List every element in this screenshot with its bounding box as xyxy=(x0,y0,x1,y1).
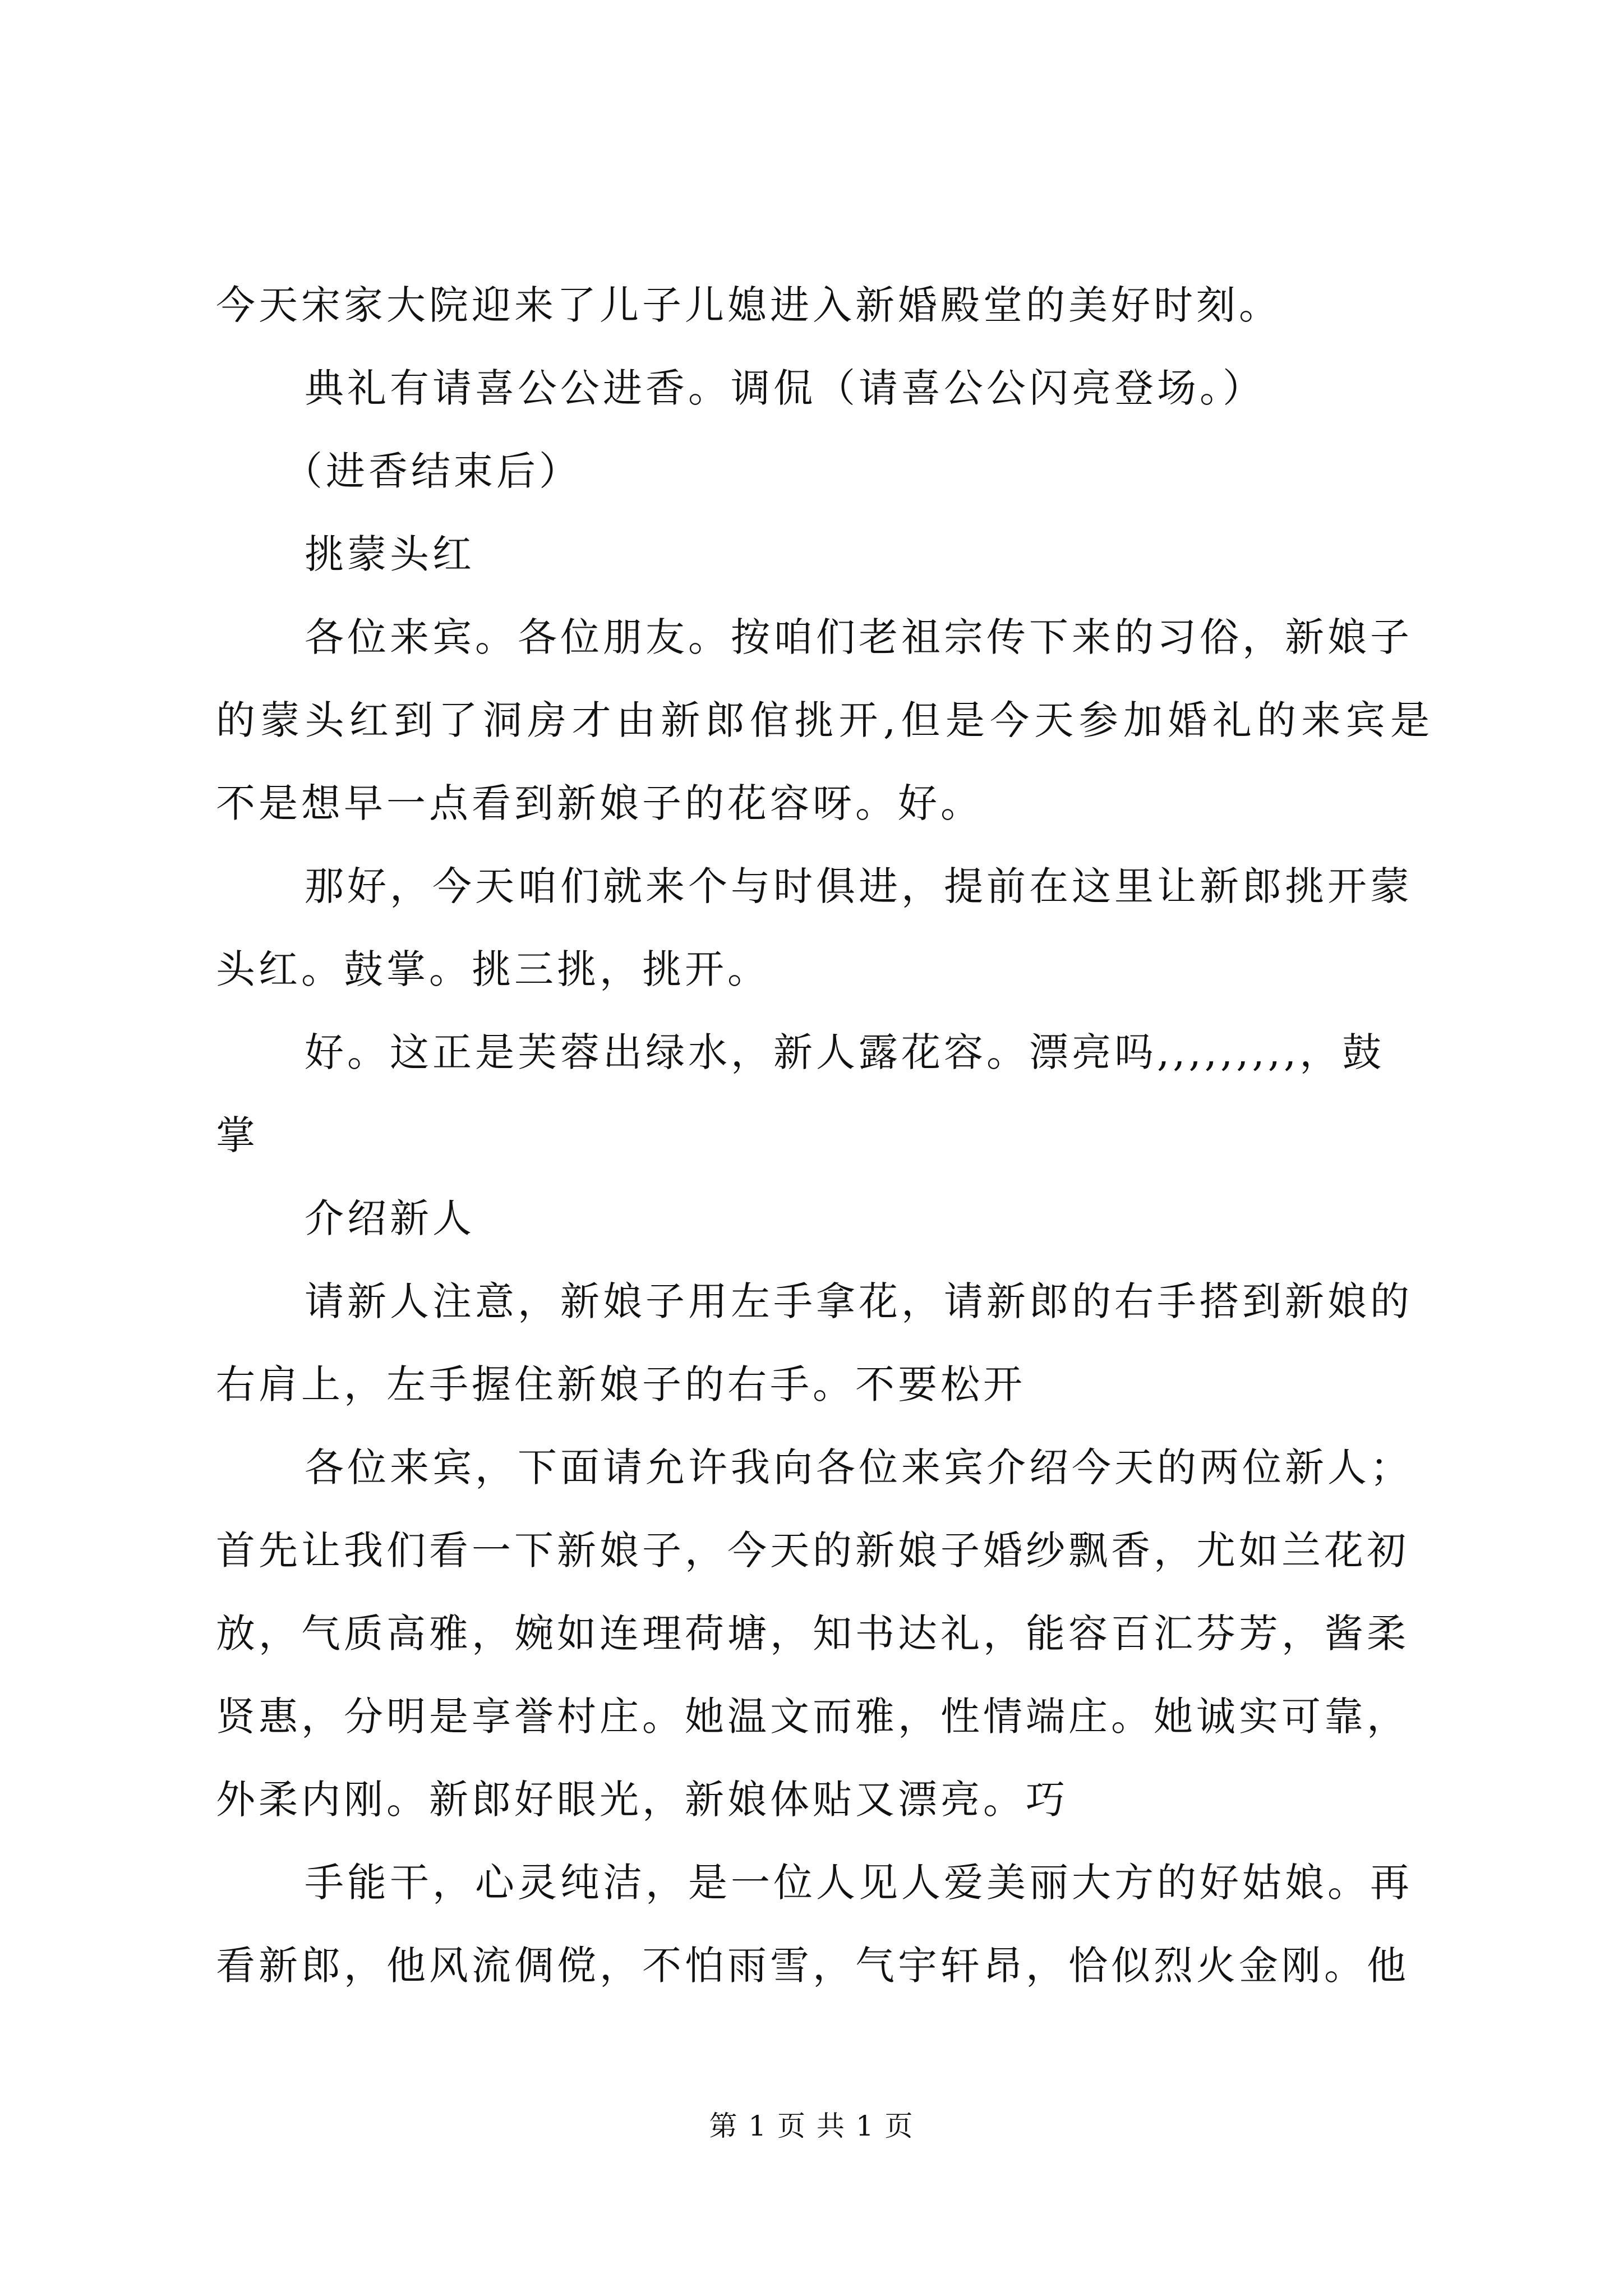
page-footer: 第 1 页 共 1 页 xyxy=(709,2110,914,2142)
text-line: 那好，今天咱们就来个与时俱进，提前在这里让新郎挑开蒙 xyxy=(305,863,1413,909)
text-line: 看新郎，他风流倜傥，不怕雨雪，气宇轩昂，恰似烈火金刚。他 xyxy=(216,1943,1409,1989)
text-line: 放，气质高雅，婉如连理荷塘，知书达礼，能容百汇芬芳，酱柔 xyxy=(216,1611,1409,1657)
text-line: 好。这正是芙蓉出绿水，新人露花容。漂亮吗,,,,,,,,,，鼓 xyxy=(305,1029,1385,1075)
text-line: 头红。鼓掌。挑三挑，挑开。 xyxy=(216,946,770,992)
text-line: 典礼有请喜公公进香。调侃（请喜公公闪亮登场。） xyxy=(305,365,1265,411)
text-line: 掌 xyxy=(216,1112,259,1158)
document-body xyxy=(216,264,1433,2007)
text-line: 各位来宾，下面请允许我向各位来宾介绍今天的两位新人； xyxy=(305,1444,1413,1490)
text-line: 贤惠，分明是享誉村庄。她温文而雅，性情端庄。她诚实可靠， xyxy=(216,1694,1409,1740)
text-line: 手能干，心灵纯洁，是一位人见人爱美丽大方的好姑娘。再 xyxy=(305,1860,1413,1906)
section-heading: 挑蒙头红 xyxy=(305,531,475,577)
text-line: 今天宋家大院迎来了儿子儿媳进入新婚殿堂的美好时刻。 xyxy=(216,282,1281,328)
text-line: 外柔内刚。新郎好眼光，新娘体贴又漂亮。巧 xyxy=(216,1777,1068,1823)
text-line: 右肩上，左手握住新娘子的右手。不要松开 xyxy=(216,1361,1026,1407)
text-line: 的蒙头红到了洞房才由新郎倌挑开,但是今天参加婚礼的来宾是 xyxy=(216,697,1433,743)
section-heading: 介绍新人 xyxy=(305,1195,475,1241)
text-line: 请新人注意，新娘子用左手拿花，请新郎的右手搭到新娘的 xyxy=(305,1278,1413,1324)
text-line: 各位来宾。各位朋友。按咱们老祖宗传下来的习俗，新娘子 xyxy=(305,614,1413,660)
text-line: 不是想早一点看到新娘子的花容呀。好。 xyxy=(216,780,983,826)
text-line: 首先让我们看一下新娘子，今天的新娘子婚纱飘香，尤如兰花初 xyxy=(216,1527,1409,1573)
text-line: （进香结束后） xyxy=(283,448,582,494)
